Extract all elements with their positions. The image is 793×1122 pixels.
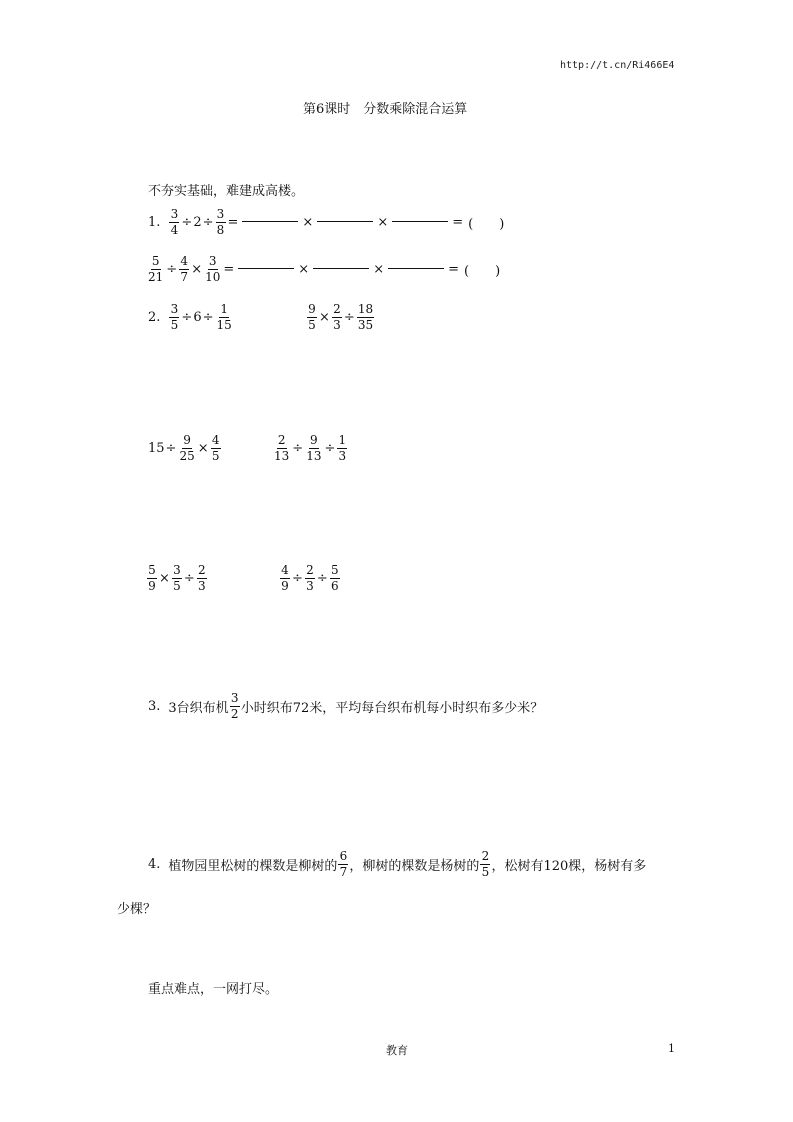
fraction: $\frac{3}{5}$ [170,302,179,332]
q2-expression-6: $\frac{4}{9}$ ÷ $\frac{2}{3}$ ÷ $\frac{5}{6}$ [281,563,339,593]
answer-blank[interactable] [317,221,373,222]
q1-line2: $\frac{5}{21}$ ÷ $\frac{4}{7}$ × $\frac{3}{10}$ = × × = ( ) [148,254,501,284]
q2-expression-5: $\frac{5}{9}$ × $\frac{3}{5}$ ÷ $\frac{2}{3}$ [148,563,206,593]
answer-blank[interactable] [388,268,444,269]
fraction: $\frac{5}{9}$ [148,563,156,593]
q4-text-line1: 4. 植物园里松树的棵数是柳树的 $\frac{6}{7}$ ，柳树的棵数是杨树的 $\frac{2}{5}$ ，松树有120棵，杨树有多 [148,849,647,879]
fraction: $\frac{4}{5}$ [211,433,220,463]
q2-number: 2. [148,310,161,325]
fraction: $\frac{3}{5}$ [173,563,181,593]
fraction: $\frac{2}{13}$ [274,433,290,463]
footer-text: 教育 [386,1044,408,1057]
fraction: $\frac{5}{6}$ [330,563,339,593]
fraction: $\frac{3}{10}$ [205,254,221,284]
q4-number: 4. [148,857,161,872]
q2-expression-2: $\frac{9}{5}$ × $\frac{2}{3}$ ÷ $\frac{18}{35}$ [308,302,374,332]
fraction: $\frac{1}{3}$ [338,433,347,463]
answer-parentheses[interactable]: ( ) [468,217,505,232]
fraction: $\frac{3}{8}$ [216,207,225,237]
fraction: $\frac{2}{3}$ [333,302,341,332]
answer-blank[interactable] [238,268,294,269]
fraction: $\frac{9}{13}$ [306,433,322,463]
fraction: $\frac{1}{15}$ [216,302,232,332]
fraction: $\frac{2}{3}$ [306,563,314,593]
fraction: $\frac{9}{5}$ [308,302,316,332]
q2-expression-1: 2. $\frac{3}{5}$ ÷ 6 ÷ $\frac{1}{15}$ [148,302,232,332]
answer-blank[interactable] [392,221,448,222]
fraction: $\frac{2}{5}$ [481,849,490,879]
header-url: http://t.cn/Ri466E4 [560,60,675,71]
fraction: $\frac{4}{9}$ [281,563,289,593]
q1-number: 1. [148,215,161,230]
q3-text: 3. 3台织布机 $\frac{3}{2}$ 小时织布72米，平均每台织布机每小时织布多少米？ [148,691,544,721]
fraction: $\frac{18}{35}$ [357,302,374,332]
q2-expression-4: $\frac{2}{13}$ ÷ $\frac{9}{13}$ ÷ $\frac{1}{3}$ [274,433,347,463]
answer-blank[interactable] [313,268,369,269]
fraction: $\frac{2}{3}$ [197,563,206,593]
page-number: 1 [668,1042,675,1055]
fraction: $\frac{3}{2}$ [230,691,239,721]
fraction: $\frac{9}{25}$ [179,433,195,463]
answer-parentheses[interactable]: ( ) [464,264,501,279]
fraction: $\frac{6}{7}$ [339,849,348,879]
fraction: $\frac{4}{7}$ [180,254,188,284]
answer-blank[interactable] [242,221,298,222]
fraction: $\frac{3}{4}$ [170,207,179,237]
q1-line1: 1. $\frac{3}{4}$ ÷ 2 ÷ $\frac{3}{8}$ = × × = ( ) [148,207,505,237]
page-title: 第6课时 分数乘除混合运算 [303,102,468,117]
q3-number: 3. [148,699,161,714]
fraction: $\frac{5}{21}$ [148,254,164,284]
q2-expression-3: 15 ÷ $\frac{9}{25}$ × $\frac{4}{5}$ [148,433,220,463]
section-heading-basics: 不夯实基础，难建成高楼。 [148,184,305,199]
q4-text-line2: 少棵？ [117,902,157,917]
section-heading-key-points: 重点难点，一网打尽。 [148,982,279,997]
